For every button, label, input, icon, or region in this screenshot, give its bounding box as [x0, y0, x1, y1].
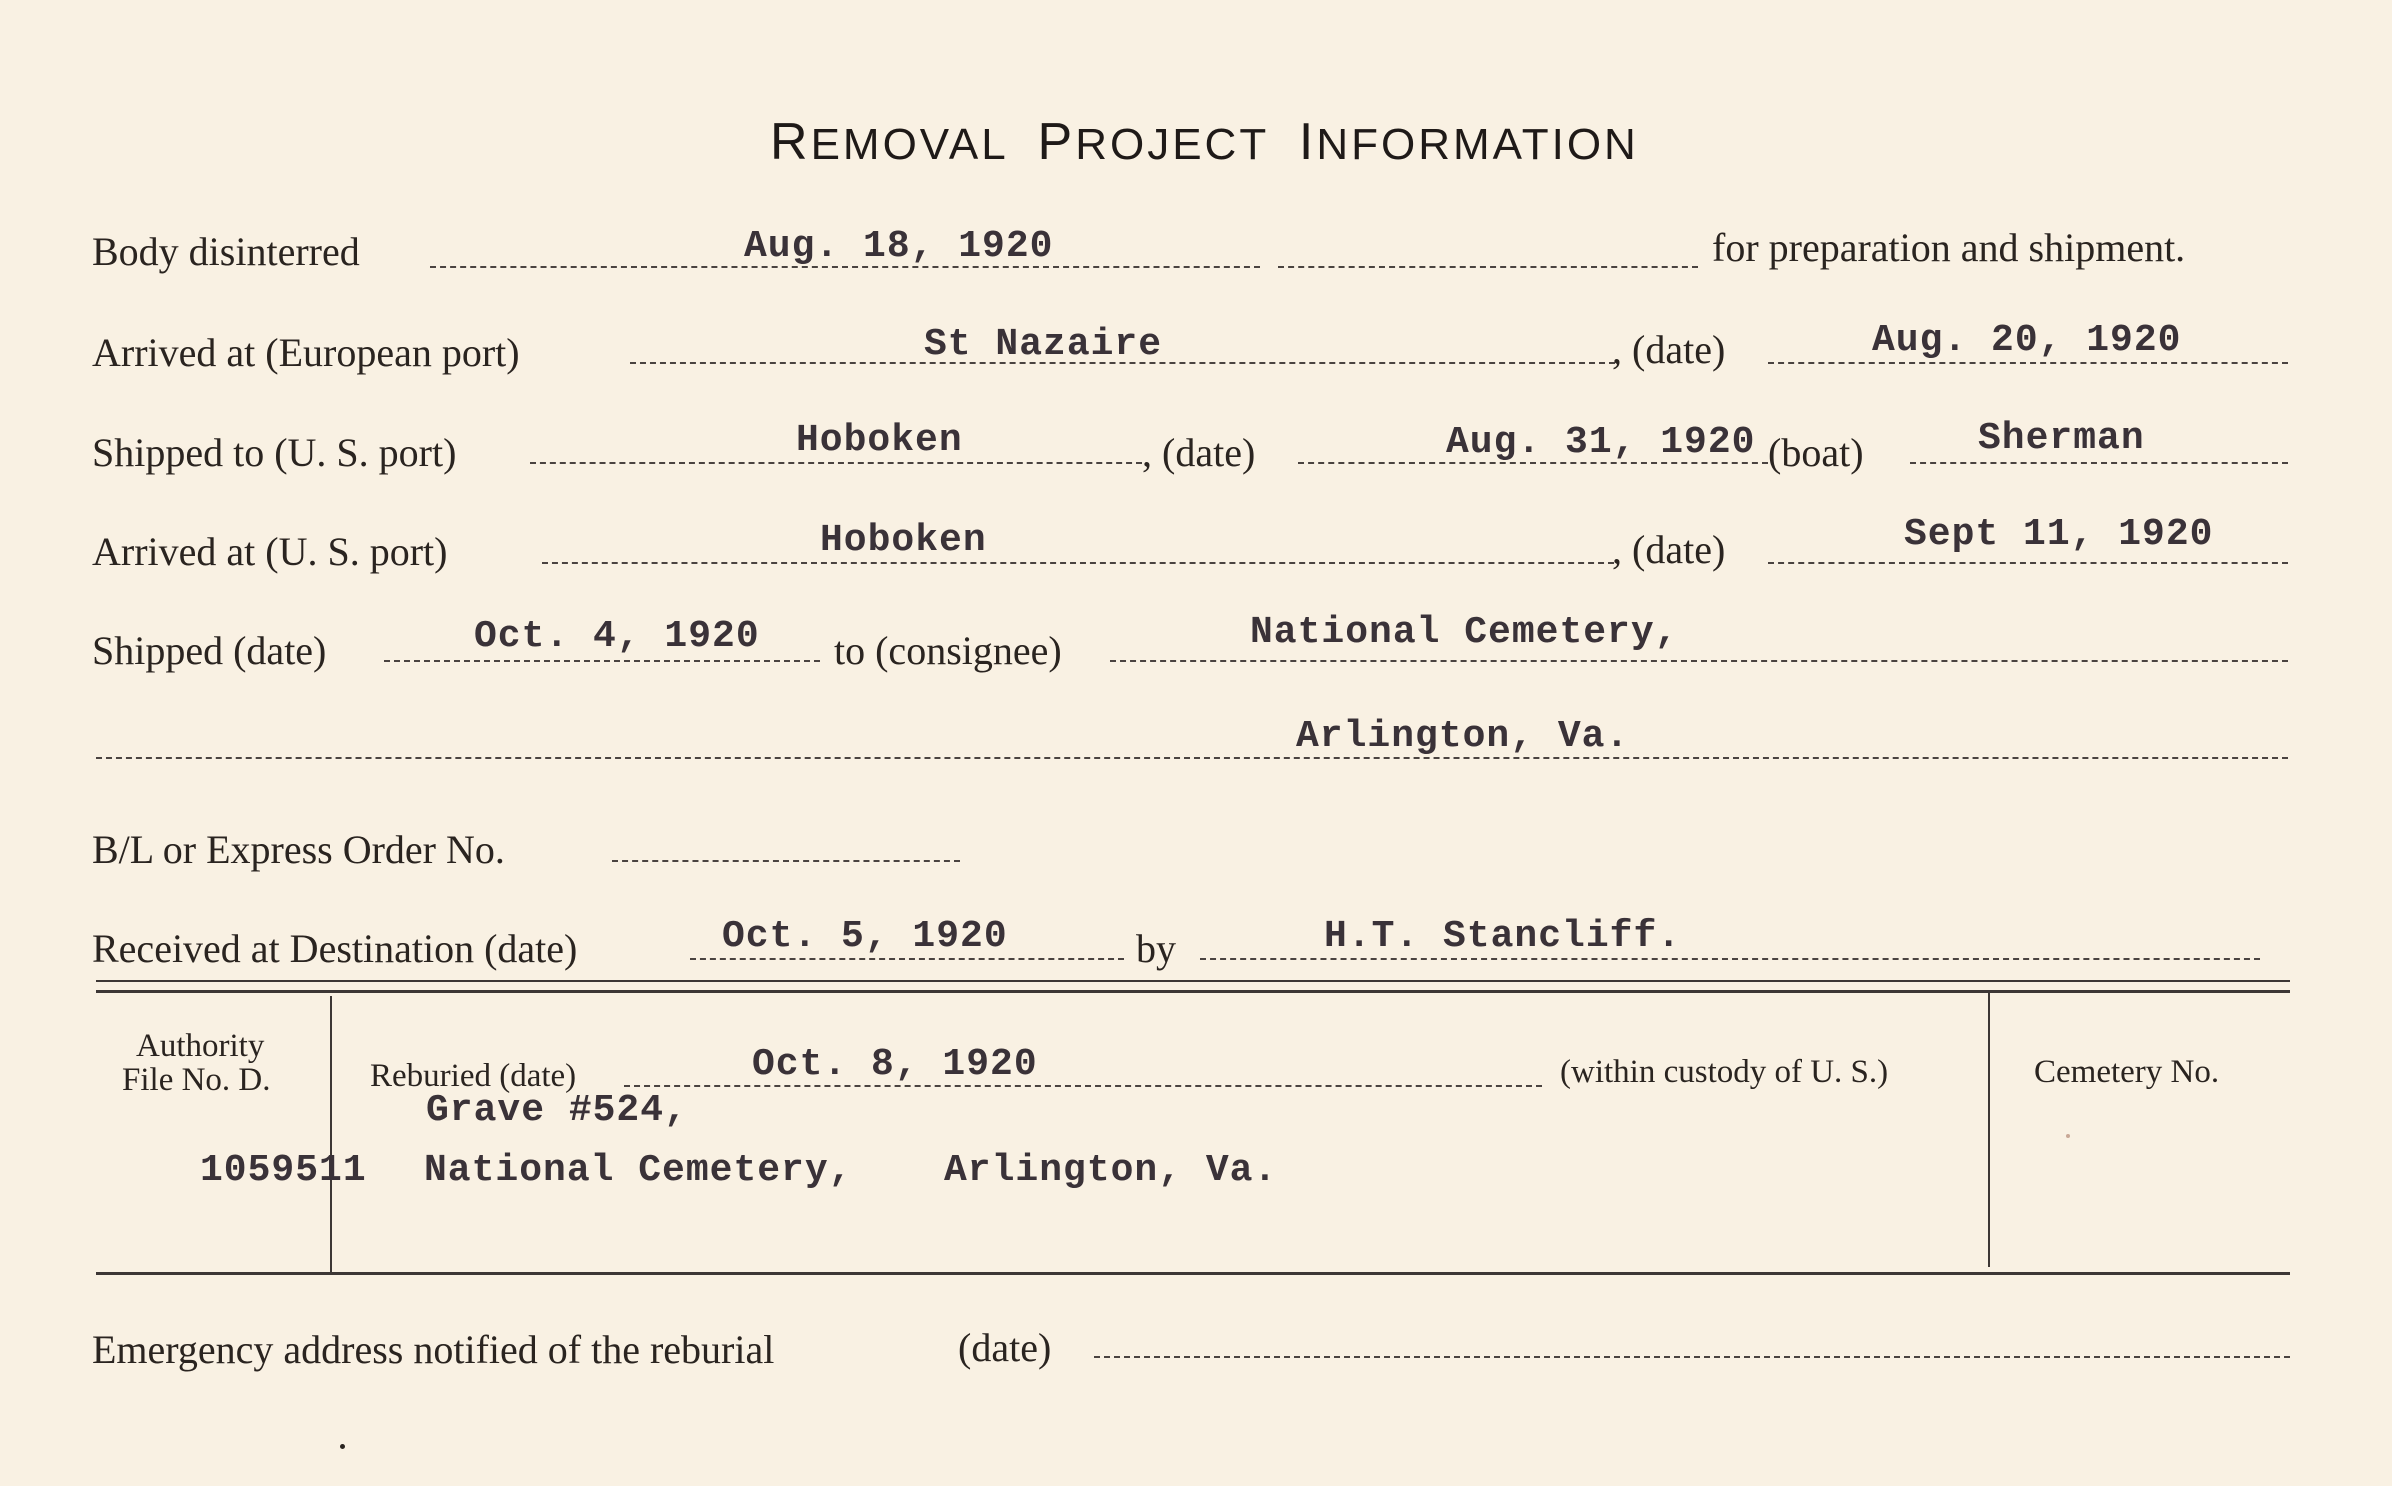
shipped-us-date-label: , (date) [1142, 430, 1256, 475]
consignee-label: to (consignee) [834, 628, 1062, 673]
shipped-date-label: Shipped (date) [92, 628, 327, 673]
reburied-date-value: Oct. 8, 1920 [752, 1043, 1038, 1086]
shipped-us-boat-value: Sherman [1978, 417, 2145, 460]
title-initial-3: I [1298, 113, 1317, 171]
shipped-us-label: Shipped to (U. S. port) [92, 430, 457, 475]
shipped-us-value: Hoboken [796, 419, 963, 462]
arrived-european-date-label: , (date) [1612, 327, 1726, 372]
arrived-european-label: Arrived at (European port) [92, 330, 520, 375]
consignee-value-line2: Arlington, Va. [1296, 715, 1630, 758]
authority-file-value: 1059511 [200, 1149, 367, 1192]
emergency-label: Emergency address notified of the reburial [92, 1327, 775, 1372]
arrived-us-line [542, 562, 1614, 564]
consignee-line-2 [96, 757, 2288, 759]
title-word-1: EMOVAL [810, 120, 1008, 169]
received-date-value: Oct. 5, 1920 [722, 915, 1008, 958]
received-by-label: by [1136, 926, 1176, 971]
emergency-line [1094, 1356, 2290, 1358]
box-bottom-border [96, 1272, 2290, 1275]
cemetery-no-label: Cemetery No. [2034, 1054, 2220, 1090]
ink-speck [340, 1444, 345, 1449]
body-disinterred-value: Aug. 18, 1920 [744, 225, 1054, 268]
received-line [690, 958, 1124, 960]
grave-line-1: Grave #524, [426, 1089, 688, 1132]
body-disinterred-label: Body disinterred [92, 229, 360, 274]
box-divider-left [330, 996, 332, 1272]
shipped-date-line [384, 660, 820, 662]
shipped-us-boat-label: (boat) [1768, 430, 1864, 475]
arrived-european-date-line [1768, 362, 2288, 364]
reburied-label: Reburied (date) [370, 1058, 577, 1094]
arrived-us-value: Hoboken [820, 519, 987, 562]
box-top-border-2 [96, 990, 2290, 993]
consignee-line [1110, 660, 2288, 662]
arrived-us-date-value: Sept 11, 1920 [1904, 513, 2214, 556]
emergency-date-label: (date) [958, 1325, 1052, 1370]
box-top-border [96, 980, 2290, 982]
box-divider-right [1988, 993, 1990, 1267]
arrived-european-date-value: Aug. 20, 1920 [1872, 319, 2182, 362]
authority-label-2: File No. D. [122, 1062, 271, 1098]
arrived-us-date-label: , (date) [1612, 527, 1726, 572]
arrived-european-value: St Nazaire [924, 323, 1163, 366]
title-word-3: NFORMATION [1316, 120, 1639, 169]
preparation-shipment-label: for preparation and shipment. [1712, 225, 2186, 270]
custody-note: (within custody of U. S.) [1560, 1054, 1889, 1090]
title-word-2: ROJECT [1075, 120, 1269, 169]
paper-speck [2066, 1134, 2070, 1138]
title-initial-1: R [770, 113, 811, 171]
authority-label-1: Authority [136, 1028, 265, 1064]
received-by-line [1200, 958, 2260, 960]
grave-line-2: National Cemetery, [424, 1149, 853, 1192]
bl-order-label: B/L or Express Order No. [92, 827, 505, 872]
shipped-us-line [530, 462, 1142, 464]
title-initial-2: P [1037, 113, 1076, 171]
bl-order-line [612, 860, 960, 862]
form-title [770, 112, 1639, 172]
grave-line-2b: Arlington, Va. [944, 1149, 1278, 1192]
body-disinterred-line-2 [1278, 266, 1698, 268]
arrived-us-label: Arrived at (U. S. port) [92, 529, 448, 574]
shipped-date-value: Oct. 4, 1920 [474, 615, 760, 658]
shipped-us-date-value: Aug. 31, 1920 [1446, 421, 1756, 464]
shipped-us-boat-line [1910, 462, 2288, 464]
consignee-value-line1: National Cemetery, [1250, 611, 1679, 654]
received-by-value: H.T. Stancliff. [1324, 915, 1682, 958]
arrived-us-date-line [1768, 562, 2288, 564]
received-label: Received at Destination (date) [92, 926, 578, 971]
